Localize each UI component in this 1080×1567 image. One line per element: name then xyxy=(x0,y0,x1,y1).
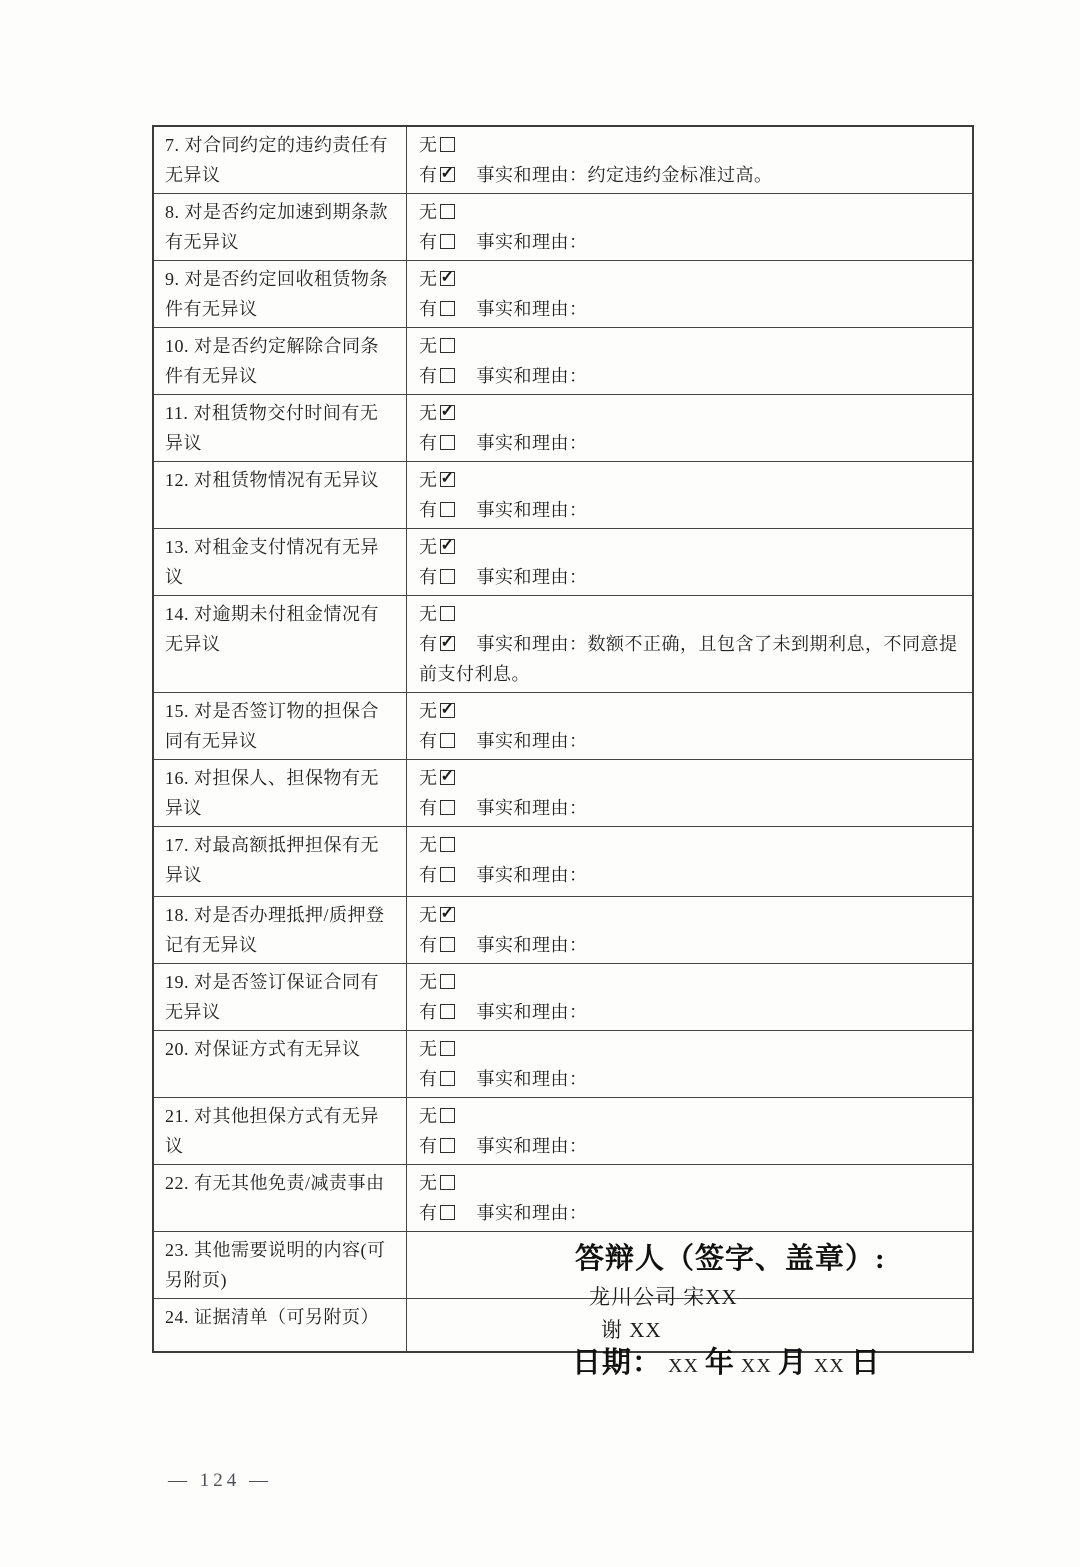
yes-option-label: 有 xyxy=(419,865,438,885)
yes-option-line xyxy=(419,629,962,689)
date-day-value: XX xyxy=(813,1355,845,1377)
no-checkbox xyxy=(440,1175,455,1190)
reason-label: 事实和理由： xyxy=(476,366,588,386)
table-row xyxy=(154,595,972,692)
question-cell: 12. 对租赁物情况有无异议 xyxy=(154,462,407,528)
question-cell: 20. 对保证方式有无异议 xyxy=(154,1031,407,1097)
yes-option-label: 有 xyxy=(419,567,438,587)
no-checkbox xyxy=(440,606,455,621)
date-year-unit: 年 xyxy=(704,1347,735,1379)
no-option-label: 无 xyxy=(419,336,438,356)
no-option-label: 无 xyxy=(419,835,438,855)
question-cell: 19. 对是否签订保证合同有无异议 xyxy=(154,964,407,1030)
no-option-line xyxy=(419,197,962,227)
yes-option-line xyxy=(419,1064,962,1094)
table-row xyxy=(154,461,972,528)
reason-label: 事实和理由： xyxy=(476,165,588,185)
yes-checkbox xyxy=(440,867,455,882)
no-checkbox xyxy=(440,1108,455,1123)
answer-cell xyxy=(407,596,972,692)
no-option-line xyxy=(419,696,962,726)
respondent-signature-label: 答辩人（签字、盖章）: xyxy=(575,1243,886,1275)
reason-label: 事实和理由： xyxy=(476,634,588,654)
table-row xyxy=(154,127,972,193)
yes-option-label: 有 xyxy=(419,1136,438,1156)
no-checkbox xyxy=(440,137,455,152)
yes-option-label: 有 xyxy=(419,433,438,453)
table-row xyxy=(154,193,972,260)
no-checkbox xyxy=(440,907,455,922)
no-option-label: 无 xyxy=(419,905,438,925)
yes-checkbox xyxy=(440,800,455,815)
yes-option-label: 有 xyxy=(419,731,438,751)
yes-option-label: 有 xyxy=(419,165,438,185)
no-option-line xyxy=(419,967,962,997)
answer-cell xyxy=(407,194,972,260)
reason-label: 事实和理由： xyxy=(476,299,588,319)
question-cell: 24. 证据清单（可另附页） xyxy=(154,1299,407,1351)
no-option-line xyxy=(419,599,962,629)
question-cell: 15. 对是否签订物的担保合同有无异议 xyxy=(154,693,407,759)
no-option-line xyxy=(419,1168,962,1198)
date-label: 日期： xyxy=(572,1347,663,1379)
answer-cell xyxy=(407,328,972,394)
answer-cell xyxy=(407,395,972,461)
answer-cell xyxy=(407,1165,972,1231)
answer-cell xyxy=(407,261,972,327)
date-year-value: XX xyxy=(668,1355,699,1377)
answer-cell xyxy=(407,693,972,759)
answer-cell xyxy=(407,897,972,963)
no-option-label: 无 xyxy=(419,537,438,557)
yes-option-line xyxy=(419,495,962,525)
no-option-line xyxy=(419,900,962,930)
no-checkbox xyxy=(440,338,455,353)
no-option-label: 无 xyxy=(419,1173,438,1193)
question-cell: 8. 对是否约定加速到期条款有无异议 xyxy=(154,194,407,260)
reason-label: 事实和理由： xyxy=(476,1069,588,1089)
date-day-unit: 日 xyxy=(850,1347,881,1379)
reason-label: 事实和理由： xyxy=(476,567,588,587)
yes-checkbox xyxy=(440,167,455,182)
reason-label: 事实和理由： xyxy=(476,865,588,885)
no-option-label: 无 xyxy=(419,972,438,992)
reason-label: 事实和理由： xyxy=(476,500,588,520)
no-checkbox xyxy=(440,1041,455,1056)
yes-option-line xyxy=(419,562,962,592)
answer-cell xyxy=(407,964,972,1030)
reason-label: 事实和理由： xyxy=(476,1203,588,1223)
answer-cell xyxy=(407,827,972,896)
yes-checkbox xyxy=(440,1004,455,1019)
yes-option-line xyxy=(419,361,962,391)
no-option-label: 无 xyxy=(419,701,438,721)
yes-option-label: 有 xyxy=(419,1002,438,1022)
yes-option-label: 有 xyxy=(419,1203,438,1223)
no-checkbox xyxy=(440,271,455,286)
question-cell: 7. 对合同约定的违约责任有无异议 xyxy=(154,127,407,193)
question-cell: 16. 对担保人、担保物有无异议 xyxy=(154,760,407,826)
table-row xyxy=(154,327,972,394)
table-row xyxy=(154,1097,972,1164)
reason-label: 事实和理由： xyxy=(476,935,588,955)
reason-label: 事实和理由： xyxy=(476,1136,588,1156)
reason-label: 事实和理由： xyxy=(476,433,588,453)
page-number: — 124 — xyxy=(168,1470,272,1491)
answer-cell xyxy=(407,1031,972,1097)
no-option-label: 无 xyxy=(419,403,438,423)
yes-checkbox xyxy=(440,435,455,450)
yes-checkbox xyxy=(440,502,455,517)
yes-option-line xyxy=(419,726,962,756)
date-month-value: XX xyxy=(740,1355,772,1377)
table-row xyxy=(154,826,972,896)
no-option-label: 无 xyxy=(419,269,438,289)
question-cell: 10. 对是否约定解除合同条件有无异议 xyxy=(154,328,407,394)
answer-cell xyxy=(407,462,972,528)
no-checkbox xyxy=(440,770,455,785)
reason-label: 事实和理由： xyxy=(476,232,588,252)
answer-cell xyxy=(407,1098,972,1164)
yes-option-line xyxy=(419,793,962,823)
question-cell: 14. 对逾期未付租金情况有无异议 xyxy=(154,596,407,692)
no-checkbox xyxy=(440,974,455,989)
question-cell: 21. 对其他担保方式有无异议 xyxy=(154,1098,407,1164)
yes-option-line xyxy=(419,997,962,1027)
no-option-label: 无 xyxy=(419,604,438,624)
table-row xyxy=(154,1030,972,1097)
no-option-label: 无 xyxy=(419,202,438,222)
reason-label: 事实和理由： xyxy=(476,798,588,818)
respondent-name-company: 龙川公司 宋XX xyxy=(589,1285,738,1309)
reason-text: 数额不正确，且包含了未到期利息，不同意提前支付利息。 xyxy=(419,634,958,684)
yes-checkbox xyxy=(440,368,455,383)
yes-option-label: 有 xyxy=(419,634,438,654)
table-row xyxy=(154,896,972,963)
yes-option-label: 有 xyxy=(419,232,438,252)
no-option-line xyxy=(419,398,962,428)
no-option-line xyxy=(419,830,962,860)
no-checkbox xyxy=(440,472,455,487)
no-option-label: 无 xyxy=(419,1106,438,1126)
no-checkbox xyxy=(440,703,455,718)
question-cell: 18. 对是否办理抵押/质押登记有无异议 xyxy=(154,897,407,963)
signature-date xyxy=(572,1340,881,1381)
date-month-unit: 月 xyxy=(777,1347,808,1379)
table-row xyxy=(154,394,972,461)
yes-option-line xyxy=(419,227,962,257)
answer-cell xyxy=(407,529,972,595)
yes-option-line xyxy=(419,428,962,458)
no-option-label: 无 xyxy=(419,1039,438,1059)
no-option-line xyxy=(419,331,962,361)
answer-cell xyxy=(407,760,972,826)
table-row xyxy=(154,692,972,759)
form-table xyxy=(152,125,974,1353)
yes-checkbox xyxy=(440,1071,455,1086)
table-row xyxy=(154,759,972,826)
no-option-label: 无 xyxy=(419,135,438,155)
respondent-name-second: 谢 XX xyxy=(601,1318,662,1342)
no-option-line xyxy=(419,1034,962,1064)
table-row xyxy=(154,1164,972,1231)
table-row xyxy=(154,963,972,1030)
reason-label: 事实和理由： xyxy=(476,1002,588,1022)
no-checkbox xyxy=(440,405,455,420)
yes-option-line xyxy=(419,294,962,324)
no-checkbox xyxy=(440,837,455,852)
table-row xyxy=(154,260,972,327)
reason-label: 事实和理由： xyxy=(476,731,588,751)
yes-option-line xyxy=(419,160,962,190)
question-cell: 17. 对最高额抵押担保有无异议 xyxy=(154,827,407,896)
yes-option-line xyxy=(419,1131,962,1161)
yes-option-label: 有 xyxy=(419,500,438,520)
no-option-label: 无 xyxy=(419,470,438,490)
yes-checkbox xyxy=(440,234,455,249)
yes-option-label: 有 xyxy=(419,798,438,818)
yes-checkbox xyxy=(440,301,455,316)
no-option-line xyxy=(419,130,962,160)
yes-option-label: 有 xyxy=(419,366,438,386)
question-cell: 22. 有无其他免责/减责事由 xyxy=(154,1165,407,1231)
no-option-line xyxy=(419,532,962,562)
question-cell: 23. 其他需要说明的内容(可另附页) xyxy=(154,1232,407,1298)
yes-option-line xyxy=(419,1198,962,1228)
yes-checkbox xyxy=(440,1138,455,1153)
no-option-line xyxy=(419,763,962,793)
yes-checkbox xyxy=(440,636,455,651)
yes-option-label: 有 xyxy=(419,1069,438,1089)
question-cell: 9. 对是否约定回收租赁物条件有无异议 xyxy=(154,261,407,327)
no-option-label: 无 xyxy=(419,768,438,788)
question-cell: 11. 对租赁物交付时间有无异议 xyxy=(154,395,407,461)
yes-option-label: 有 xyxy=(419,299,438,319)
no-option-line xyxy=(419,1101,962,1131)
no-checkbox xyxy=(440,539,455,554)
yes-checkbox xyxy=(440,1205,455,1220)
yes-checkbox xyxy=(440,569,455,584)
yes-checkbox xyxy=(440,733,455,748)
no-option-line xyxy=(419,465,962,495)
yes-checkbox xyxy=(440,937,455,952)
no-checkbox xyxy=(440,204,455,219)
table-row xyxy=(154,528,972,595)
yes-option-line xyxy=(419,860,962,890)
question-cell: 13. 对租金支付情况有无异议 xyxy=(154,529,407,595)
answer-cell xyxy=(407,127,972,193)
yes-option-line xyxy=(419,930,962,960)
no-option-line xyxy=(419,264,962,294)
yes-option-label: 有 xyxy=(419,935,438,955)
reason-text: 约定违约金标准过高。 xyxy=(587,165,773,185)
